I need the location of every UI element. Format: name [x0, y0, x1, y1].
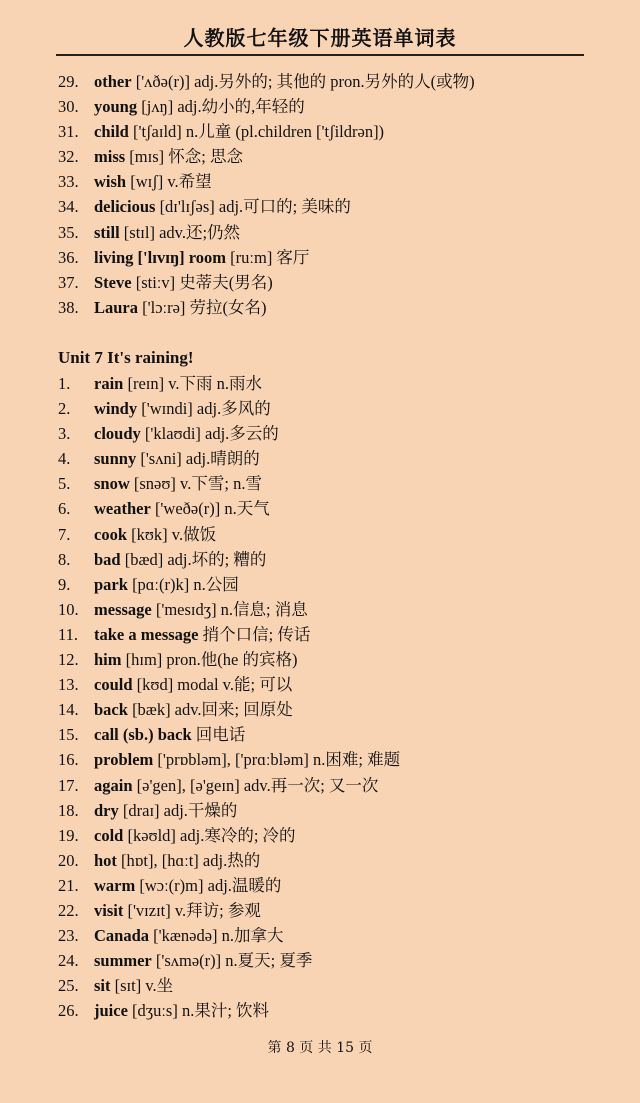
entry-word: visit [94, 900, 124, 920]
entry-number: 21. [58, 875, 79, 895]
entry-definition: ['mesɪdʒ] n.信息; 消息 [151, 599, 308, 619]
entry-number: 38. [58, 297, 79, 317]
entry-number: 23. [58, 926, 79, 946]
entry-number: 35. [58, 222, 79, 242]
entry-definition: [sɪt] v.坐 [110, 976, 174, 996]
entry-number: 5. [58, 474, 71, 494]
entry-word: juice [94, 1001, 128, 1021]
entry-word: Steve [94, 272, 132, 292]
vocab-entry [58, 998, 618, 1023]
entry-number: 18. [58, 800, 79, 820]
entry-definition: [snəʊ] v.下雪; n.雪 [129, 474, 262, 494]
entry-definition: [reɪn] v.下雨 n.雨水 [123, 374, 263, 393]
entry-definition: [kʊk] v.做饭 [127, 524, 217, 544]
entry-word: living ['lɪvɪŋ] room [94, 247, 227, 267]
entry-word: other [94, 72, 132, 91]
entry-word: snow [94, 474, 130, 494]
vocab-entry [58, 421, 618, 446]
entry-definition: [hɒt], [hɑːt] adj.热的 [116, 850, 261, 870]
vocab-entry [58, 522, 618, 547]
vocab-entry [58, 973, 618, 998]
entry-definition: [wɪʃ] v.希望 [126, 172, 212, 192]
entry-number: 8. [58, 549, 71, 569]
entry-word: sunny [94, 449, 137, 469]
vocab-entry [58, 396, 618, 421]
entry-word: cook [94, 524, 127, 544]
entry-definition: ['lɔːrə] 劳拉(女名) [138, 297, 267, 317]
entry-number: 29. [58, 72, 79, 91]
page-footer: 第 8 页 共 15 页 [267, 1040, 373, 1056]
entry-number: 10. [58, 599, 79, 619]
entry-definition: [draɪ] adj.干燥的 [118, 800, 238, 820]
entry-definition: [mɪs] 怀念; 思念 [125, 147, 243, 167]
entry-word: hot [94, 850, 117, 870]
entry-word: windy [94, 399, 138, 419]
entry-definition: ['tʃaɪld] n.儿童 (pl.children ['tʃildrən]) [128, 122, 385, 142]
entry-number: 31. [58, 122, 79, 142]
entry-word: Canada [94, 926, 150, 946]
entry-definition: ['sʌmə(r)] n.夏天; 夏季 [151, 951, 313, 971]
entry-number: 7. [58, 524, 71, 544]
entry-definition: [dɪ'lɪʃəs] adj.可口的; 美味的 [155, 197, 351, 217]
entry-word: call (sb.) back [94, 725, 192, 745]
vocab-entry [58, 572, 618, 597]
entry-number: 2. [58, 399, 71, 419]
vocab-entry [58, 270, 618, 295]
entry-word: young [94, 97, 138, 117]
unit-heading: Unit 7 It's raining! [58, 348, 194, 367]
entry-definition: [kʊd] modal v.能; 可以 [132, 675, 293, 695]
vocab-entry [58, 873, 618, 898]
entry-word: could [94, 675, 133, 695]
entry-definition: ['wɪndi] adj.多风的 [137, 399, 271, 419]
vocab-entry [58, 446, 618, 471]
entry-number: 12. [58, 650, 79, 670]
entry-word: weather [94, 499, 151, 519]
entry-word: cold [94, 825, 124, 845]
entry-word: take a message [94, 624, 199, 644]
entry-definition: ['klaʊdi] adj.多云的 [140, 424, 279, 444]
entry-number: 13. [58, 675, 79, 695]
entry-number: 9. [58, 574, 71, 594]
entry-definition: [bæd] adj.坏的; 糟的 [120, 549, 267, 569]
entry-word: bad [94, 549, 121, 569]
entry-word: him [94, 650, 122, 670]
vocab-entry [58, 94, 618, 119]
entry-word: back [94, 700, 128, 720]
entry-word: wish [94, 172, 127, 192]
vocab-entry [58, 295, 618, 320]
vocab-entry [58, 898, 618, 923]
entry-number: 25. [58, 976, 79, 996]
entry-definition: [bæk] adv.回来; 回原处 [127, 700, 293, 720]
document-title: 人教版七年级下册英语单词表 [183, 26, 457, 50]
entry-word: Laura [94, 297, 139, 317]
entry-definition: 捎个口信; 传话 [198, 624, 311, 644]
entry-number: 32. [58, 147, 79, 167]
entry-word: cloudy [94, 424, 141, 444]
entry-definition: [hɪm] pron.他(he 的宾格) [121, 650, 298, 670]
vocab-entry [58, 69, 618, 94]
entry-definition: [dʒuːs] n.果汁; 饮料 [127, 1001, 270, 1021]
entry-word: summer [94, 951, 152, 971]
entry-number: 11. [58, 624, 79, 644]
entry-definition: ['kænədə] n.加拿大 [149, 926, 284, 946]
entry-number: 26. [58, 1001, 79, 1021]
vocab-entry [58, 144, 618, 169]
vocab-entry [58, 371, 618, 396]
entry-word: child [94, 122, 129, 142]
vocab-entry [58, 823, 618, 848]
entry-definition: 回电话 [191, 725, 246, 745]
vocab-entry [58, 220, 618, 245]
entry-number: 30. [58, 97, 79, 117]
entry-definition: [kəʊld] adj.寒冷的; 冷的 [123, 825, 296, 845]
entry-number: 24. [58, 951, 79, 971]
entry-definition: ['vɪzɪt] v.拜访; 参观 [123, 900, 261, 920]
vocab-entry [58, 722, 618, 747]
entry-number: 6. [58, 499, 71, 519]
entry-word: rain [94, 374, 124, 393]
vocab-entry [58, 194, 618, 219]
entry-number: 15. [58, 725, 79, 745]
entry-number: 34. [58, 197, 79, 217]
entry-definition: [ə'gen], [ə'geɪn] adv.再一次; 又一次 [132, 775, 379, 795]
vocab-entry [58, 773, 618, 798]
entry-definition: [stiːv] 史蒂夫(男名) [131, 272, 273, 292]
vocab-entry [58, 245, 618, 270]
entry-number: 36. [58, 247, 79, 267]
entry-number: 3. [58, 424, 71, 444]
vocab-entry [58, 169, 618, 194]
vocab-entry [58, 747, 618, 772]
entry-number: 1. [58, 374, 71, 393]
vocab-entry [58, 547, 618, 572]
entry-definition: [pɑː(r)k] n.公园 [127, 574, 239, 594]
vocab-list-unit-7 [58, 371, 618, 1023]
entry-number: 20. [58, 850, 79, 870]
entry-word: again [94, 775, 133, 795]
entry-number: 37. [58, 272, 79, 292]
vocab-entry [58, 923, 618, 948]
vocab-entry [58, 672, 618, 697]
entry-number: 16. [58, 750, 79, 770]
vocab-entry [58, 496, 618, 521]
vocab-list-previous-unit [58, 69, 618, 320]
entry-number: 14. [58, 700, 79, 720]
entry-definition: ['prɒbləm], ['prɑːbləm] n.困难; 难题 [153, 750, 401, 770]
entry-word: park [94, 574, 128, 594]
entry-number: 17. [58, 775, 79, 795]
vocab-entry [58, 798, 618, 823]
entry-number: 19. [58, 825, 79, 845]
entry-definition: [jʌŋ] adj.幼小的,年轻的 [137, 97, 305, 117]
entry-definition: [stɪl] adv.还;仍然 [119, 222, 241, 242]
entry-definition: [wɔː(r)m] adj.温暖的 [135, 875, 282, 895]
entry-word: warm [94, 875, 136, 895]
entry-definition: ['sʌni] adj.晴朗的 [136, 449, 260, 469]
vocab-entry [58, 697, 618, 722]
entry-definition: ['weðə(r)] n.天气 [150, 499, 270, 519]
entry-word: still [94, 222, 120, 242]
entry-definition: [ruːm] 客厅 [226, 247, 310, 267]
entry-word: sit [94, 976, 111, 996]
entry-word: dry [94, 800, 119, 820]
vocab-entry [58, 622, 618, 647]
entry-number: 33. [58, 172, 79, 192]
entry-word: delicious [94, 197, 156, 217]
vocab-entry [58, 647, 618, 672]
entry-number: 4. [58, 449, 71, 469]
entry-number: 22. [58, 900, 79, 920]
entry-word: message [94, 599, 152, 619]
vocab-entry [58, 597, 618, 622]
entry-word: problem [94, 750, 154, 770]
vocab-entry [58, 471, 618, 496]
vocab-entry [58, 948, 618, 973]
entry-definition: ['ʌðə(r)] adj.另外的; 其他的 pron.另外的人(或物) [131, 72, 475, 91]
vocab-entry [58, 119, 618, 144]
page-header [56, 24, 584, 56]
entry-word: miss [94, 147, 126, 167]
vocab-entry [58, 848, 618, 873]
